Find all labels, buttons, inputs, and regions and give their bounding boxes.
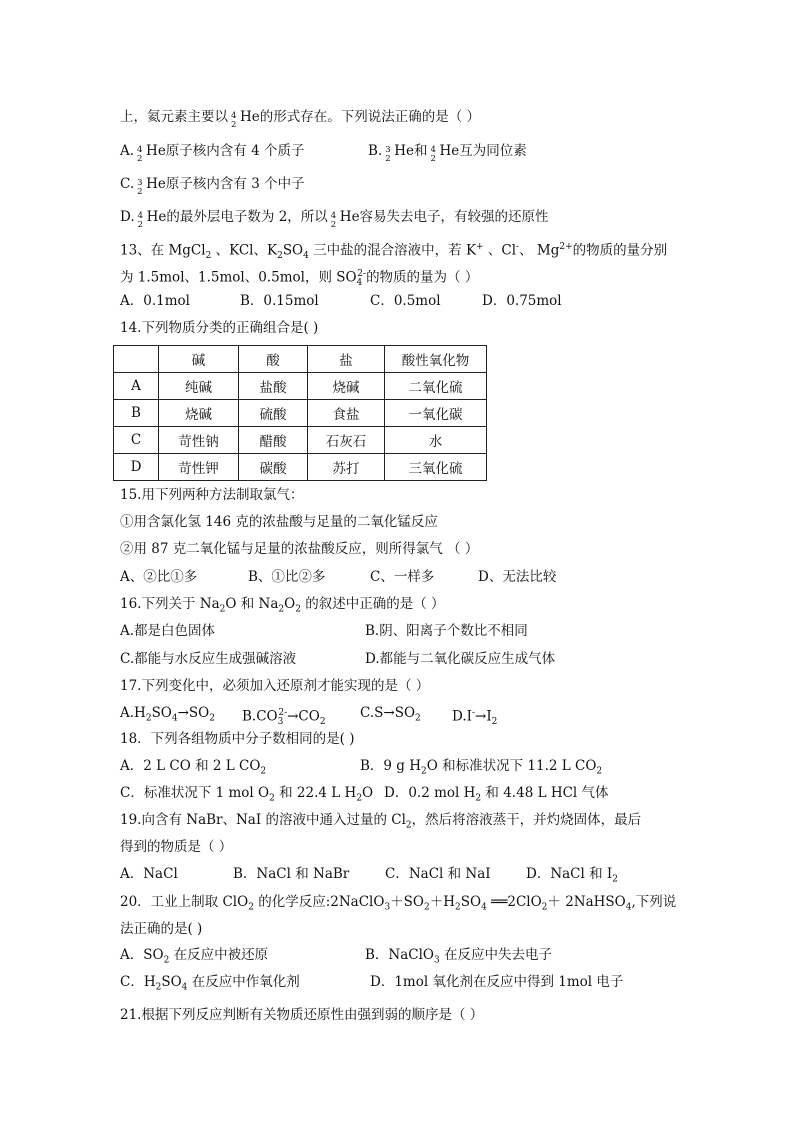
q21-stem: 21.根据下列反应判断有关物质还原性由强到弱的顺序是（ ） [120, 1007, 484, 1023]
q20-option-c: C．$H_2SO_4$ 在反应中作氧化剂 [120, 974, 300, 993]
q17-stem: 17.下列变化中，必须加入还原剂才能实现的是（ ） [120, 678, 430, 694]
q12-stem: 上，氦元素主要以 4 2 He的形式存在。下列说法正确的是（ ） [120, 109, 481, 130]
q19-option-b: B．NaCl 和 NaBr [233, 866, 350, 882]
table-header-cell: 酸 [239, 346, 308, 373]
q16-option-d: D.都能与二氧化碳反应生成气体 [365, 651, 556, 667]
table-cell: 烧碱 [159, 400, 239, 427]
q13-option-d: D．0.75mol [482, 293, 562, 309]
q14-stem: 14.下列物质分类的正确组合是( ) [120, 320, 319, 336]
table-cell: 三氧化硫 [385, 454, 487, 481]
q20-stem-line1: 20．工业上制取 ClO$_2$ 的化学反应$:2NaClO_3+SO_2+H_2SO_4$ ══2ClO$_2$＋ 2NaHSO$_4$,下列说 [120, 894, 677, 913]
table-cell: 醋酸 [239, 427, 308, 454]
table-cell: B [114, 400, 159, 427]
table-row [114, 454, 487, 481]
q12-option-c: C. 3 2 He原子核内含有 3 个中子 [120, 176, 305, 197]
q15-option-c: C、一样多 [370, 569, 435, 585]
q12-option-d: D. 4 2 He的最外层电子数为 2，所以 4 2 He容易失去电子，有较强的还原性 [120, 209, 549, 230]
table-cell: C [114, 427, 159, 454]
q15-method-1: ①用含氯化氢 146 克的浓盐酸与足量的二氧化锰反应 [120, 514, 438, 530]
table-header-row [114, 346, 487, 373]
q16-option-b: B.阴、阳离子个数比不相同 [365, 623, 528, 639]
q19-option-c: C．NaCl 和 NaI [385, 866, 491, 882]
q19-option-d: D．NaCl 和 $I_2$ [526, 866, 618, 885]
table-row [114, 427, 487, 454]
classification-table [113, 345, 487, 481]
table-cell: 二氧化硫 [385, 373, 487, 400]
q12-option-a: A. 4 2 He原子核内含有 4 个质子 [120, 143, 305, 164]
q15-method-2: ②用 87 克二氧化锰与足量的浓盐酸反应，则所得氯气 （ ） [120, 541, 479, 557]
q13-option-b: B．0.15mol [240, 293, 319, 309]
q20-option-d: D．1mol 氧化剂在反应中得到 1mol 电子 [370, 974, 624, 990]
table-header-cell: 酸性氧化物 [385, 346, 487, 373]
table-header-cell [114, 346, 159, 373]
table-row [114, 373, 487, 400]
q13-option-a: A．0.1mol [120, 293, 190, 309]
q18-stem: 18．下列各组物质中分子数相同的是( ) [120, 731, 355, 747]
table-cell: A [114, 373, 159, 400]
q17-option-b: $B.CO_3^{2-}\to CO_2$ [242, 708, 326, 728]
q12-option-b: B. 3 2 He和 4 2 He互为同位素 [368, 143, 527, 164]
table-cell: 苏打 [308, 454, 385, 481]
table-cell: 苛性钠 [159, 427, 239, 454]
table-cell: 一氧化碳 [385, 400, 487, 427]
table-cell: 烧碱 [308, 373, 385, 400]
he4-isotope: 4 2 [231, 111, 237, 130]
q16-option-a: A.都是白色固体 [120, 623, 216, 639]
q18-option-d: D．0.2 mol $H_2$ 和 4.48 L HCl 气体 [384, 785, 609, 804]
q15-option-d: D、无法比较 [478, 569, 557, 585]
q18-option-a: A．2 L CO 和 2 L $CO_2$ [120, 758, 267, 777]
table-row [114, 400, 487, 427]
table-cell: 苛性钾 [159, 454, 239, 481]
q13-stem-line1: 13、在 MgCl$_2$ 、KCl、$K_2SO_4$ 三中盐的混合溶液中，若 K+ 、Cl-、 $Mg^{2+}$的物质的量分别 [120, 242, 668, 262]
q19-stem-line1: 19.向含有 NaBr、NaI 的溶液中通入过量的 $Cl_2$，然后将溶液蒸干，并灼烧固体，最后 [120, 812, 642, 831]
q17-option-d: $D.I^-\to I_2$ [452, 708, 498, 728]
table-cell: 硫酸 [239, 400, 308, 427]
q17-option-c: $C.S\to SO_2$ [360, 705, 421, 724]
q20-option-a: A．$SO_2$ 在反应中被还原 [120, 947, 269, 966]
q15-option-b: B、①比②多 [248, 569, 326, 585]
q15-option-a: A、②比①多 [120, 569, 198, 585]
table-cell: 食盐 [308, 400, 385, 427]
q16-stem: 16.下列关于 $Na_2O$ 和 $Na_2O_2$ 的叙述中正确的是（ ） [120, 596, 445, 615]
q16-option-c: C.都能与水反应生成强碱溶液 [120, 651, 297, 667]
q18-option-b: B．9 g $H_2O$ 和标准状况下 11.2 L $CO_2$ [360, 758, 603, 777]
table-cell: 碳酸 [239, 454, 308, 481]
q19-stem-line2: 得到的物质是（ ） [120, 839, 233, 855]
q17-option-a: $A.H_2SO_4\to SO_2$ [120, 705, 215, 724]
q13-option-c: C．0.5mol [370, 293, 441, 309]
table-cell: 盐酸 [239, 373, 308, 400]
table-cell: 石灰石 [308, 427, 385, 454]
table-header-cell: 碱 [159, 346, 239, 373]
q19-option-a: A．NaCl [120, 866, 178, 882]
q20-stem-line2: 法正确的是( ) [120, 921, 203, 937]
table-cell: 纯碱 [159, 373, 239, 400]
table-cell: 水 [385, 427, 487, 454]
q13-stem-line2: 为 1.5mol、1.5mol、0.5mol，则 $SO_4^{2-}$的物质的量为（ ） [120, 269, 479, 289]
q18-option-c: C．标准状况下 1 mol $O_2$ 和 22.4 L $H_2O$ [120, 785, 374, 804]
table-header-cell: 盐 [308, 346, 385, 373]
q20-option-b: B．NaClO$_3$ 在反应中失去电子 [365, 947, 553, 966]
q15-stem: 15.用下列两种方法制取氯气： [120, 487, 304, 503]
table-cell: D [114, 454, 159, 481]
